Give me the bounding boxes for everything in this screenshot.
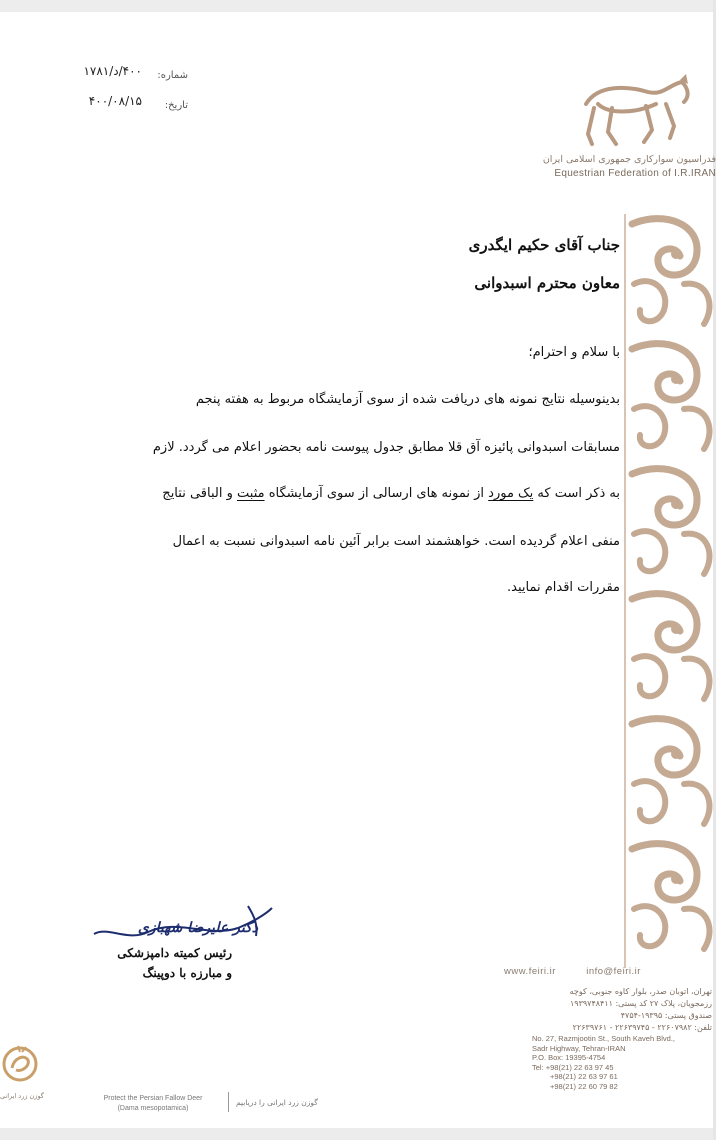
ornament-band-icon	[624, 214, 716, 968]
underlined-positive: مثبت	[237, 486, 265, 501]
number-label: شماره:	[157, 70, 188, 81]
protect-note-line-2: (Dama mesopotamica)	[117, 1105, 189, 1112]
deer-emblem-icon	[2, 1044, 38, 1088]
address-en-2: Sadr Highway, Tehran-IRAN	[532, 1043, 626, 1053]
recipient-title: معاون محترم اسبدوانی	[474, 274, 620, 292]
protect-note-line-1: Protect the Persian Fallow Deer	[103, 1095, 203, 1102]
address-en-3: P.O. Box: 19395-4754	[532, 1053, 606, 1062]
underlined-one-case: یک مورد	[488, 486, 534, 501]
protect-divider	[228, 1092, 229, 1112]
body-line-2: مسابقات اسبدوانی پائیزه آق قلا مطابق جدول پیوست نامه بحضور اعلام می گردد. لازم	[152, 440, 620, 455]
bottom-frame	[0, 1128, 716, 1140]
tel-2: +98(21) 22 63 97 61	[550, 1072, 618, 1081]
greeting: با سلام و احترام؛	[528, 345, 620, 360]
signer-title-1: رئیس کمیته دامپزشکی	[117, 946, 232, 960]
federation-name-en: Equestrian Federation of I.R.IRAN	[554, 168, 716, 179]
body-line-3-part-c: از نمونه های ارسالی از سوی آزمایشگاه	[264, 486, 489, 501]
body-line-4: منفی اعلام گردیده است. خواهشمند است برابر آئین نامه اسبدوانی نسبت به اعمال	[172, 534, 620, 549]
date-label: تاریخ:	[164, 100, 188, 111]
date-row	[60, 94, 210, 124]
address-en-1: No. 27, Razmjootin St., South Kaveh Blvd.,	[532, 1034, 675, 1043]
address-fa-3: صندوق پستی: ۱۹۳۹۵-۴۷۵۴	[620, 1011, 712, 1020]
protect-deer-note	[80, 1094, 226, 1114]
contact-info	[504, 966, 716, 1091]
number-value: ۴۰۰/د/۱۷۸۱	[83, 64, 142, 78]
body-line-3	[60, 486, 620, 501]
signature-block	[88, 898, 278, 988]
horse-logo-icon	[578, 74, 698, 150]
top-frame	[0, 0, 716, 12]
body-line-5: مقررات اقدام نمایید.	[506, 580, 620, 595]
body-line-3-part-e: و الباقی نتایج	[162, 486, 237, 501]
recipient-name: جناب آقای حکیم ایگدری	[468, 236, 620, 254]
protect-note-fa: گوزن زرد ایرانی را دریابیم	[236, 1098, 318, 1107]
web-email-line	[504, 966, 716, 978]
website-link[interactable]: www.feiri.ir	[504, 966, 556, 977]
signer-name: دکتر علیرضا شهبازی	[137, 920, 258, 936]
address-fa-2: رزمجویان، پلاک ۲۷ کد پستی: ۱۹۳۹۷۴۸۴۱۱	[569, 999, 712, 1008]
date-value: ۴۰۰/۰۸/۱۵	[88, 94, 142, 108]
body-line-1: بدینوسیله نتایج نمونه های دریافت شده از سوی آزمایشگاه مربوط به هفته پنجم	[195, 392, 620, 407]
signer-title-2: و مبارزه با دوپینگ	[142, 966, 232, 980]
address-fa-4: تلفن: ۲۲۶۰۷۹۸۲ - ۲۲۶۳۹۷۴۵ - ۲۲۶۳۹۷۶۱	[572, 1023, 712, 1032]
emblem-caption: گوزن زرد ایرانی	[0, 1092, 44, 1100]
letter-meta	[60, 64, 210, 124]
body-line-3-part-a: به ذکر است که	[533, 486, 620, 501]
number-row	[60, 64, 210, 94]
tel-1: Tel: +98(21) 22 63 97 45	[532, 1062, 614, 1072]
tel-3: +98(21) 22 60 79 82	[550, 1081, 618, 1091]
federation-name-fa: فدراسیون سوارکاری جمهوری اسلامی ایران	[542, 154, 716, 165]
email-link[interactable]: info@feiri.ir	[586, 966, 641, 977]
address-fa-1: تهران، اتوبان صدر، بلوار کاوه جنوبی، کوچه	[569, 987, 712, 996]
